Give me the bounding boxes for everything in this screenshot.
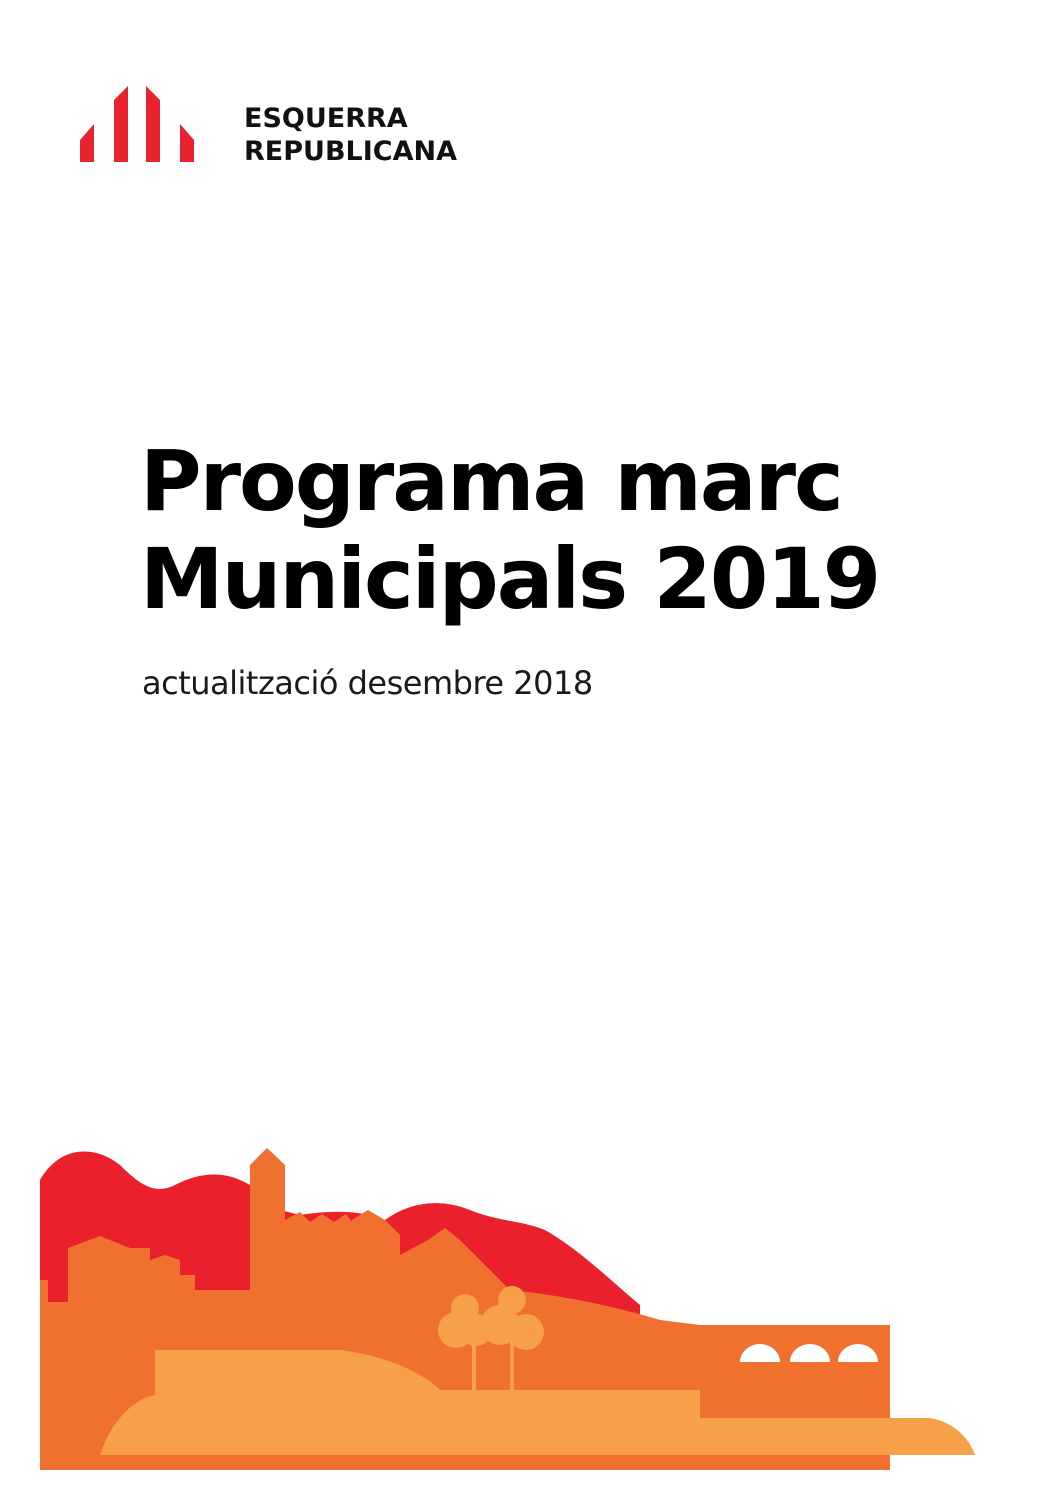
town-landscape-illustration <box>0 1140 1059 1470</box>
logo-line-1: ESQUERRA <box>244 103 408 134</box>
document-title <box>140 432 879 628</box>
logo-wordmark <box>244 102 457 168</box>
title-line-2: Municipals 2019 <box>140 530 880 628</box>
logo-line-2: REPUBLICANA <box>244 136 457 167</box>
party-logo <box>80 86 480 166</box>
document-subtitle: actualització desembre 2018 <box>142 664 593 702</box>
logo-bars-icon <box>80 86 212 164</box>
title-line-1: Programa marc <box>140 432 842 530</box>
